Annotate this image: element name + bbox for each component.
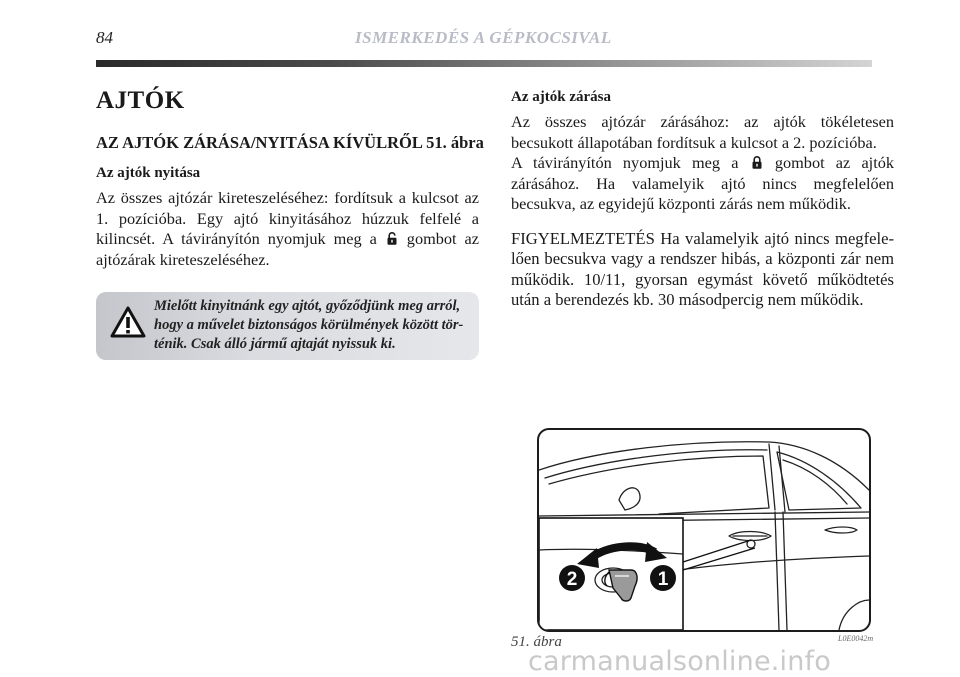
sub-title: AZ AJTÓK ZÁRÁSA/NYITÁSA KÍVÜLRŐL 51. ábra [96,133,484,152]
warning-paragraph: FIGYELMEZTETÉS Ha valamelyik ajtó nincs megfelelően becsukva vagy a rendszer hibás, a központi zár nem működik. 10/11, gyorsan egymást követő működtetés után a berendezés kb. 30 másodpercig nem működik. [511,228,894,309]
close-title: Az ajtók zárása [511,89,611,105]
header-rule [96,60,872,67]
figure-51 [537,428,871,632]
section-title: AJTÓK [96,87,185,114]
open-paragraph [96,188,479,270]
figure-code: L0E0042m [838,634,874,643]
close-paragraph-1: Az összes ajtózár zárásához: az ajtók tökéletesen becsukott állapotában fordítsuk a kulcsot a 2. pozícióba. [511,112,894,152]
warning-line-2: hogy a művelet biztonságos körülmények között tör- [154,317,464,333]
lock-open-icon [387,232,397,245]
lock-closed-icon [752,156,762,169]
watermark: carmanualsonline.info [528,646,831,677]
car-door-illustration [539,430,869,630]
marker-1: 1 [657,569,669,590]
warning-text [154,297,474,354]
open-text-1: Az összes ajtózár kireteszeléséhez: fordítsuk a kulcsot az 1. pozícióba. Egy ajtó kinyitásához húzzuk felfelé a kilincsét. A távirányítón nyomjuk meg a [96,188,479,248]
warning-triangle-icon [110,306,146,338]
right-column [511,86,894,311]
open-title: Az ajtók nyitása [96,165,201,181]
warning-box [96,292,479,360]
close-text-2a: A távirányítón nyomjuk meg a [511,153,739,172]
close-paragraph-2 [511,153,894,215]
left-column [96,86,484,270]
figure-caption: 51. ábra [511,634,562,650]
marker-2: 2 [566,569,578,590]
warning-line-1: Mielőtt kinyitnánk egy ajtót, győződjünk meg arról, [154,298,461,314]
running-head: ISMERKEDÉS A GÉPKOCSIVAL [355,28,612,47]
close-text-2b: gombot az ajtók zárásához. Ha valamelyik ajtó nincs megfelelően becsukva, az egyidejű központi zárás nem működik. [511,153,894,213]
open-text-2: gombot az ajtózárak kireteszeléséhez. [96,229,479,269]
page-number: 84 [96,28,113,47]
warning-line-3: ténik. Csak álló jármű ajtaját nyissuk ki. [154,336,396,352]
